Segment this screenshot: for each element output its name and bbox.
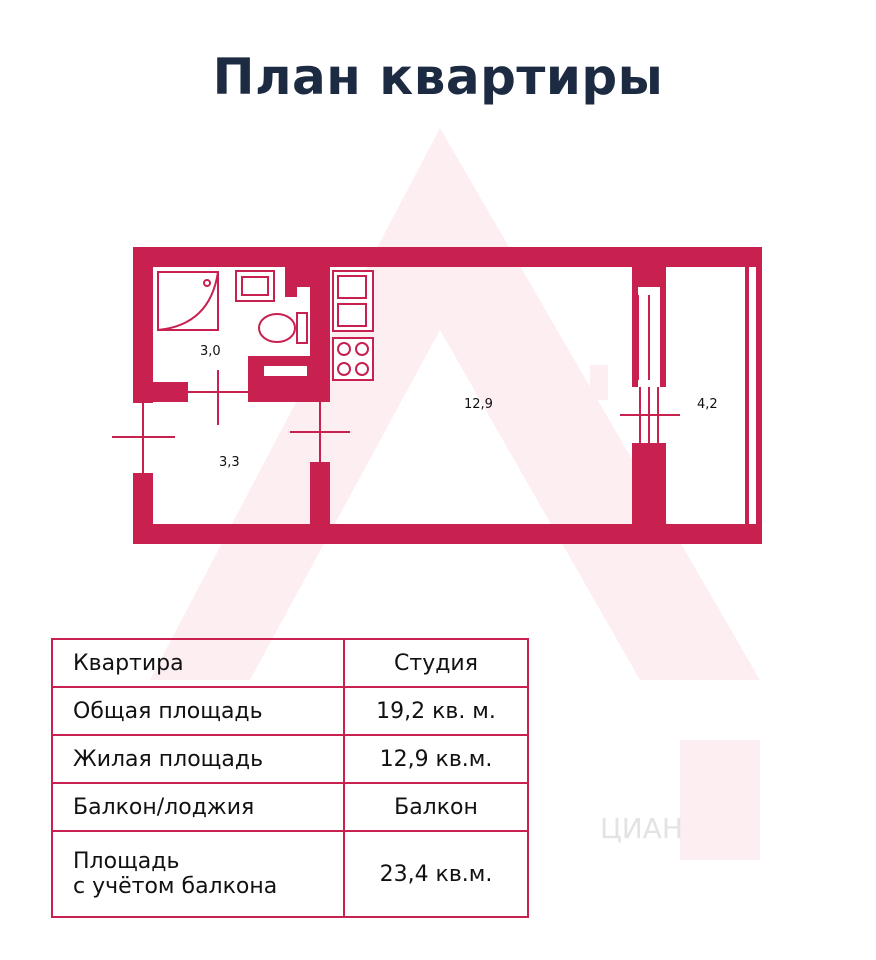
wall-balcony-win2 bbox=[660, 287, 666, 387]
table-row bbox=[52, 783, 528, 831]
wall-top bbox=[133, 247, 762, 267]
bath-fixture-icon bbox=[263, 365, 308, 377]
watermark-block bbox=[680, 740, 760, 860]
balcony-rail bbox=[745, 267, 749, 524]
table-row bbox=[52, 831, 528, 917]
table-row bbox=[52, 687, 528, 735]
wall-partition-lower bbox=[310, 462, 330, 524]
wall-partition-upper bbox=[310, 267, 330, 402]
wall-bottom bbox=[133, 524, 762, 544]
wall-bath-left bbox=[153, 382, 188, 402]
table-key-line1: Площадь bbox=[73, 849, 180, 874]
room-bathroom-area: 3,0 bbox=[200, 344, 221, 359]
balcony-edge bbox=[756, 267, 762, 524]
table-value: 19,2 кв. м. bbox=[344, 687, 528, 735]
table-row bbox=[52, 735, 528, 783]
table-row bbox=[52, 639, 528, 687]
page-title: План квартиры bbox=[212, 48, 664, 106]
wall-left-upper bbox=[133, 247, 153, 402]
table-value: 12,9 кв.м. bbox=[344, 735, 528, 783]
table-value: Балкон bbox=[344, 783, 528, 831]
wall-left-lower bbox=[133, 473, 153, 544]
walls bbox=[133, 247, 762, 544]
room-balcony-area: 4,2 bbox=[697, 397, 718, 412]
wall-balcony-top bbox=[632, 267, 666, 287]
toilet-icon bbox=[297, 313, 307, 343]
wall-balcony-lower bbox=[632, 443, 666, 524]
apartment-info-table bbox=[51, 638, 529, 918]
table-value: 23,4 кв.м. bbox=[344, 831, 528, 917]
table-key: Общая площадь bbox=[52, 687, 344, 735]
table-key: Жилая площадь bbox=[52, 735, 344, 783]
table-key bbox=[52, 831, 344, 917]
watermark-text: ЦИАН bbox=[600, 812, 683, 845]
room-hallway-area: 3,3 bbox=[219, 455, 240, 470]
table-key: Балкон/лоджия bbox=[52, 783, 344, 831]
table-key: Квартира bbox=[52, 639, 344, 687]
wall-bath-nook bbox=[285, 267, 297, 297]
table-key-line2: с учётом балкона bbox=[73, 874, 278, 899]
room-living-area: 12,9 bbox=[464, 397, 493, 412]
table-value: Студия bbox=[344, 639, 528, 687]
